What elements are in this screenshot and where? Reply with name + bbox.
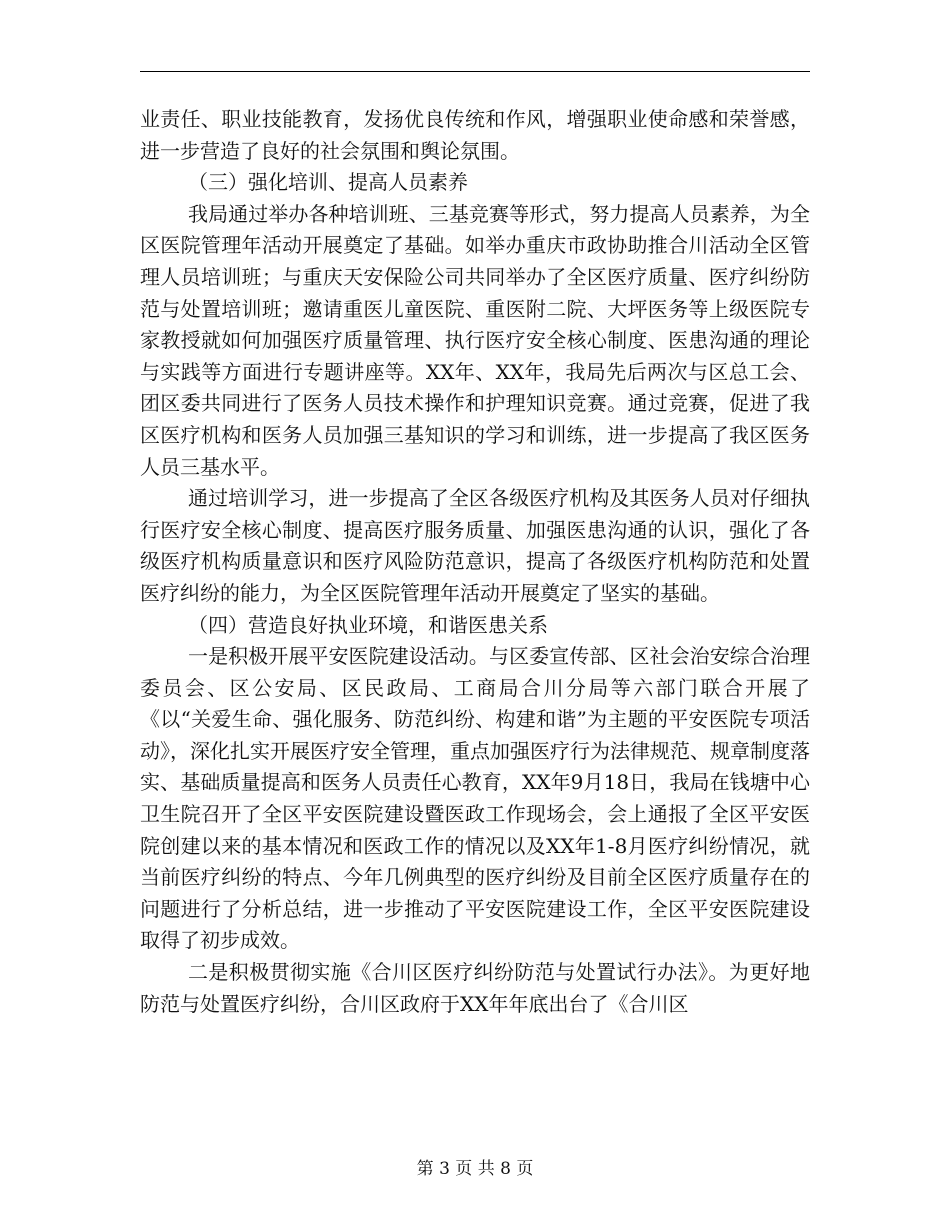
section-heading-3: （三）强化培训、提高人员素养 — [188, 170, 468, 195]
section-heading-4: （四）营造良好执业环境，和谐医患关系 — [188, 612, 548, 637]
paragraph-safe-hospital: 一是积极开展平安医院建设活动。与区委宣传部、区社会治安综合治理委员会、区公安局、区民政局、工商局合川分局等六部门联合开展了《以“关爱生命、强化服务、防范纠纷、构建和谐”为主题的平安医院专项活动》，深化扎实开展医疗安全管理，重点加强医疗行为法律规范、规章制度落实、基础质量提高和医务人员责任心教育，XX年9月18日，我局在钱塘中心卫生院召开了全区平安医院建设暨医政工作现场会，会上通报了全区平安医院创建以来的基本情况和医政工作的情况以及XX年1-8月医疗纠纷情况，就当前医疗纠纷的特点、今年几例典型的医疗纠纷及目前全区医疗质量存在的问题进行了分析总结，进一步推动了平安医院建设工作，全区平安医院建设取得了初步成效。 — [140, 644, 810, 953]
paragraph-continuation: 业责任、职业技能教育，发扬优良传统和作风，增强职业使命感和荣誉感，进一步营造了良好的社会氛围和舆论氛围。 — [140, 107, 810, 163]
paragraph-training: 我局通过举办各种培训班、三基竞赛等形式，努力提高人员素养，为全区医院管理年活动开展奠定了基础。如举办重庆市政协助推合川活动全区管理人员培训班；与重庆天安保险公司共同举办了全区医疗质量、医疗纠纷防范与处置培训班；邀请重医儿童医院、重医附二院、大坪医务等上级医院专家教授就如何加强医疗质量管理、执行医疗安全核心制度、医患沟通的理论与实践等方面进行专题讲座等。XX年、XX年，我局先后两次与区总工会、团区委共同进行了医务人员技术操作和护理知识竞赛。通过竞赛，促进了我区医疗机构和医务人员加强三基知识的学习和训练，进一步提高了我区医务人员三基水平。 — [140, 201, 810, 479]
page-footer: 第 3 页 共 8 页 — [416, 1159, 534, 1179]
paragraph-dispute-measures: 二是积极贯彻实施《合川区医疗纠纷防范与处置试行办法》。为更好地防范与处置医疗纠纷，合川区政府于XX年年底出台了《合川区 — [140, 960, 810, 1016]
document-body — [140, 104, 810, 1020]
paragraph-training-result: 通过培训学习，进一步提高了全区各级医疗机构及其医务人员对仔细执行医疗安全核心制度、提高医疗服务质量、加强医患沟通的认识，强化了各级医疗机构质量意识和医疗风险防范意识，提高了各级医疗机构防范和处置医疗纠纷的能力，为全区医院管理年活动开展奠定了坚实的基础。 — [140, 486, 810, 605]
header-rule — [140, 71, 810, 72]
